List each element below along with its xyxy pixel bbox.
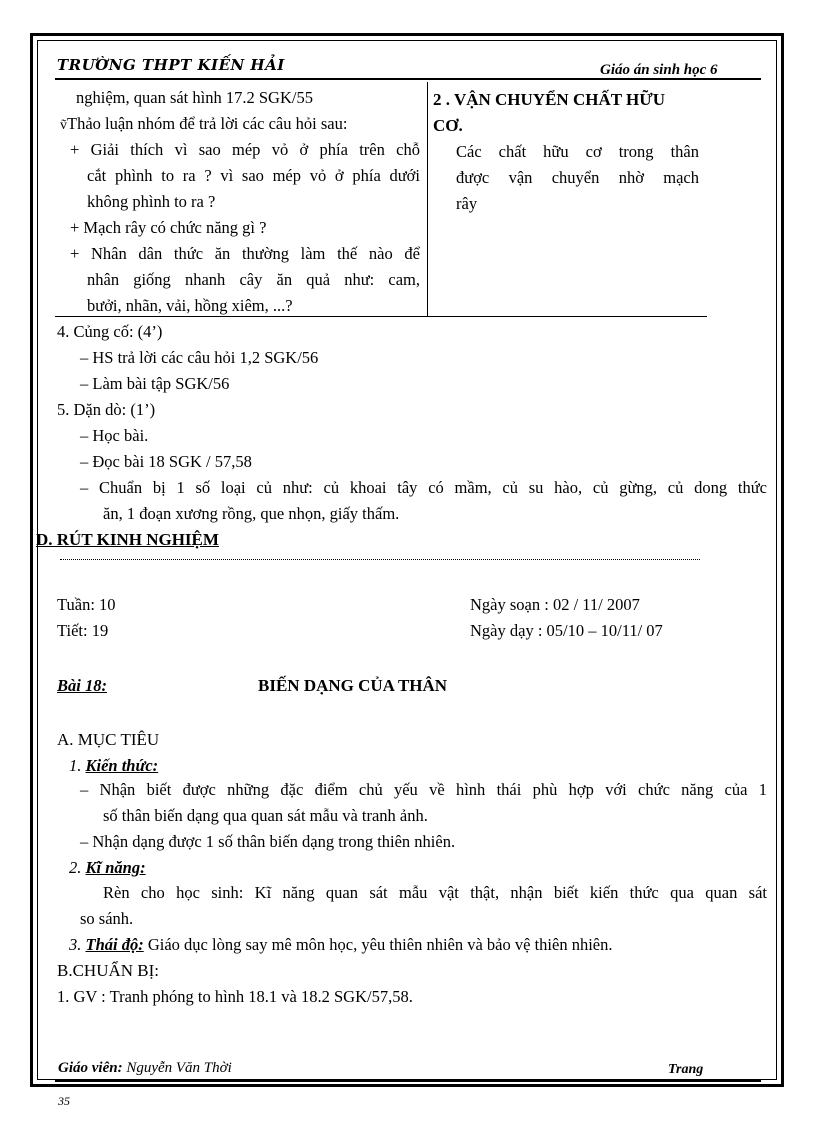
- list-item: – Đọc bài 18 SGK / 57,58: [80, 452, 252, 471]
- table-left-q1b: cắt phình to ra ? vì sao mép vỏ ở phía dưới: [87, 166, 420, 185]
- table-left-line-1: nghiệm, quan sát hình 17.2 SGK/55: [76, 88, 313, 107]
- table-left-q3a: + Nhân dân thức ăn thường làm thế nào để: [70, 244, 420, 263]
- header-rule: [55, 78, 761, 80]
- list-item: – Nhận biết được những đặc điểm chủ yếu về hình thái phù hợp với chức năng của 1: [80, 780, 767, 799]
- footer-rule: [55, 1080, 761, 1082]
- list-item: – Làm bài tập SGK/56: [80, 374, 230, 393]
- preparation-heading: B.CHUẨN BỊ:: [57, 961, 160, 980]
- page-label: Trang: [668, 1062, 704, 1077]
- table-left-q1c: không phình to ra ?: [87, 192, 216, 211]
- list-item: – HS trả lời các câu hỏi 1,2 SGK/56: [80, 348, 319, 367]
- teacher-signature: Giáo viên: Nguyễn Văn Thời: [58, 1060, 232, 1076]
- table-left-q1a: + Giải thích vì sao mép vỏ ở phía trên chỗ: [70, 140, 420, 159]
- list-item: – Nhận dạng được 1 số thân biến dạng trong thiên nhiên.: [80, 832, 456, 851]
- teach-date: Ngày dạy : 05/10 – 10/11/ 07: [470, 621, 663, 640]
- skills-heading: 2. Kĩ năng:: [69, 858, 146, 877]
- dotted-fill-line: [60, 559, 700, 560]
- cung-co-title: 4. Củng cố: (4’): [57, 322, 163, 341]
- list-item-cont: ăn, 1 đoạn xương rồng, que nhọn, giấy thấm.: [103, 504, 400, 523]
- attitude-line: 3. Thái độ: Giáo dục lòng say mê môn học, yêu thiên nhiên và bảo vệ thiên nhiên.: [69, 935, 613, 954]
- dan-do-title: 5. Dặn dò: (1’): [57, 400, 156, 419]
- list-item-cont: số thân biến dạng qua quan sát mẫu và tranh ảnh.: [103, 806, 428, 825]
- table-left-q3c: bưởi, nhãn, vải, hồng xiêm, ...?: [87, 296, 293, 315]
- knowledge-heading: 1. Kiến thức:: [69, 756, 159, 775]
- skills-text: Rèn cho học sinh: Kĩ năng quan sát mẫu vật thật, nhận biết kiến thức qua quan sát: [103, 883, 767, 902]
- bullet-icon: ṽ: [60, 118, 67, 133]
- page-number: 35: [58, 1094, 70, 1108]
- subject-title: Giáo án sinh học 6: [600, 62, 718, 78]
- school-name: TRƯỜNG THPT KIẾN HẢI: [57, 56, 285, 74]
- period-label: Tiết: 19: [57, 621, 109, 640]
- table-right-p3: rây: [456, 194, 478, 213]
- section-heading-transport-cont: CƠ.: [433, 116, 463, 135]
- prep-date: Ngày soạn : 02 / 11/ 2007: [470, 595, 640, 614]
- table-right-p2: được vận chuyển nhờ mạch: [456, 168, 699, 187]
- table-left-q3b: nhân giống nhanh cây ăn quả như: cam,: [87, 270, 420, 289]
- section-heading-experience: D. RÚT KINH NGHIỆM: [36, 530, 219, 549]
- objectives-heading: A. MỤC TIÊU: [57, 730, 160, 749]
- skills-text-cont: so sánh.: [80, 909, 134, 928]
- table-left-q2: + Mạch rây có chức năng gì ?: [70, 218, 267, 237]
- list-item: – Học bài.: [80, 426, 149, 445]
- table-right-p1: Các chất hữu cơ trong thân: [456, 142, 699, 161]
- week-label: Tuần: 10: [57, 595, 116, 614]
- section-heading-transport: 2 . VẬN CHUYỂN CHẤT HỮU: [433, 90, 666, 109]
- list-item: 1. GV : Tranh phóng to hình 18.1 và 18.2 SGK/57,58.: [57, 987, 413, 1006]
- list-item: – Chuẩn bị 1 số loại củ như: củ khoai tây có mầm, củ su hào, củ gừng, củ dong thức: [80, 478, 767, 497]
- table-left-line-2: ṽThảo luận nhóm để trả lời các câu hỏi sau:: [60, 114, 348, 133]
- table-column-divider: [427, 82, 428, 316]
- lesson-title: BIẾN DẠNG CỦA THÂN: [258, 676, 448, 695]
- lesson-number: Bài 18:: [57, 676, 107, 695]
